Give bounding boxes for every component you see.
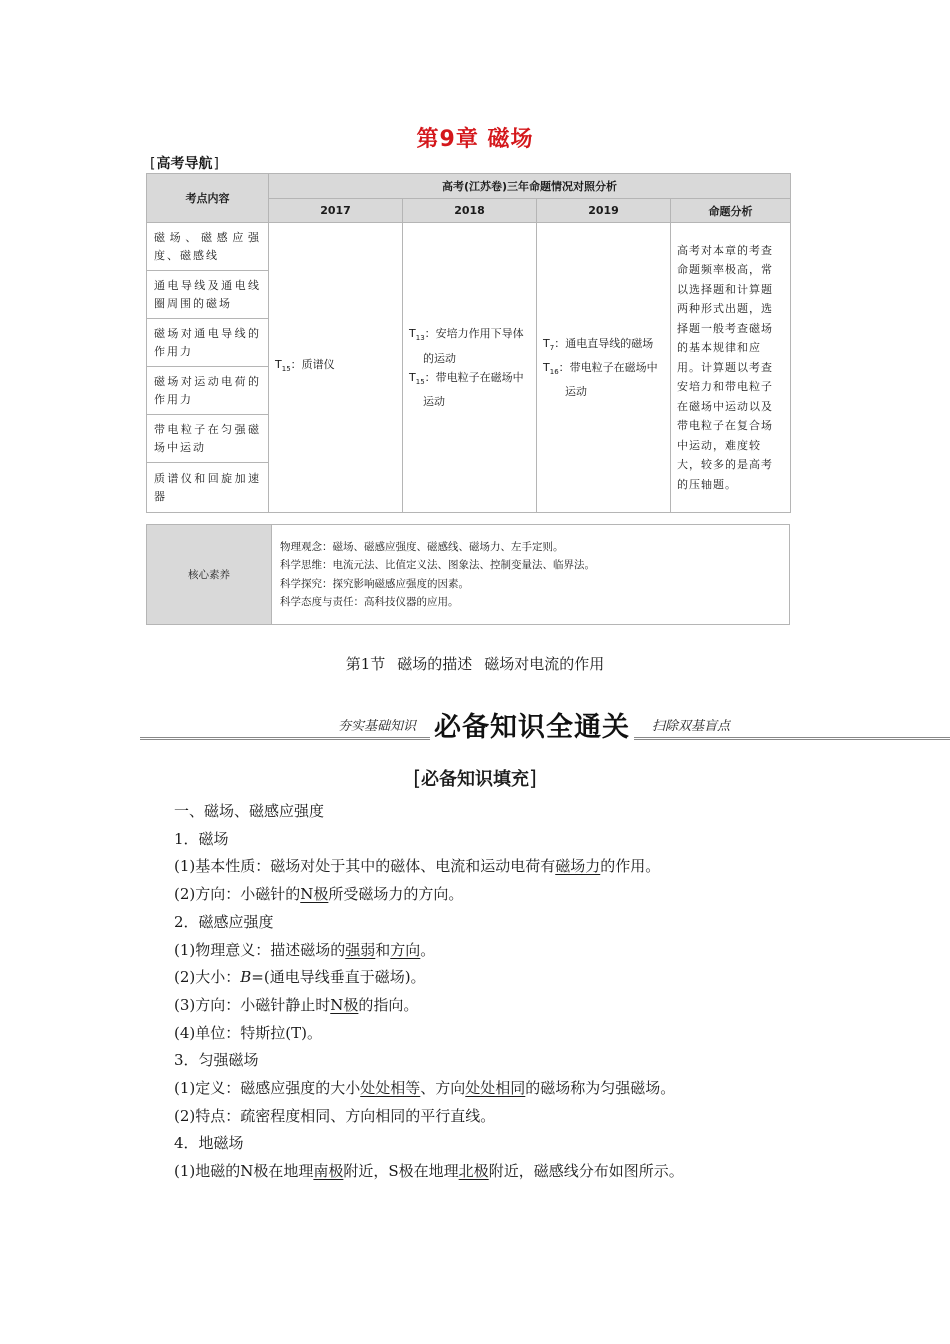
core-item: 科学探究：探究影响磁感应强度的因素。 [280, 577, 469, 590]
knowledge-content [174, 798, 874, 1186]
year-header: 2018 [403, 199, 537, 223]
fill-section-title: [必备知识填充] [413, 766, 537, 790]
knowledge-banner [140, 703, 950, 747]
core-literacy-table [146, 524, 790, 625]
subheading: 3．匀强磁场 [174, 1051, 259, 1070]
blank-answer: 处处相等 [360, 1079, 421, 1098]
paragraph: (4)单位：特斯拉(T)。 [174, 1023, 322, 1042]
section-title: 第1节 磁场的描述 磁场对电流的作用 [345, 655, 605, 673]
col-topic-header: 考点内容 [147, 174, 269, 223]
year-2017-cell [269, 223, 403, 513]
paragraph: (2)方向：小磁针的N极所受磁场力的方向。 [174, 885, 464, 904]
exam-item: $T_{15}$：带电粒子在磁场中运动 [409, 370, 524, 408]
blank-answer: 强弱 [345, 940, 376, 959]
topic-cell: 质谱仪和回旋加速器 [147, 463, 269, 513]
year-2018-cell [403, 223, 537, 513]
topic-cell: 磁场对运动电荷的作用力 [147, 367, 269, 415]
exam-item: $T_{13}$：安培力作用下导体的运动 [409, 327, 524, 365]
paragraph: (1)地磁的N极在地理南极附近，S极在地理北极附近，磁感线分布如图所示。 [174, 1162, 684, 1181]
blank-answer: 磁场力 [555, 857, 601, 876]
nav-label: [ 高考导航 ] [146, 155, 223, 173]
core-label: 核心素养 [147, 525, 272, 625]
analysis-header: 命题分析 [671, 199, 791, 223]
topic-cell: 磁场对通电导线的作用力 [147, 319, 269, 367]
blank-answer: 方向 [390, 940, 421, 959]
topic-cell: 带电粒子在匀强磁场中运动 [147, 415, 269, 463]
banner-left-text: 夯实基础知识 [338, 719, 417, 734]
paragraph: (1)定义：磁感应强度的大小处处相等、方向处处相同的磁场称为匀强磁场。 [174, 1079, 676, 1098]
topic-cell: 磁场、磁感应强度、磁感线 [147, 223, 269, 271]
paragraph: (1)物理意义：描述磁场的强弱和方向。 [174, 940, 436, 959]
year-header: 2017 [269, 199, 403, 223]
blank-answer: N极 [300, 885, 329, 904]
year-header: 2019 [537, 199, 671, 223]
core-item: 科学思维：电流元法、比值定义法、图象法、控制变量法、临界法。 [280, 559, 595, 571]
group-header: 高考(江苏卷)三年命题情况对照分析 [269, 174, 791, 199]
blank-answer: 南极 [313, 1162, 344, 1181]
year-2019-cell [537, 223, 671, 513]
paragraph: (1)基本性质：磁场对处于其中的磁体、电流和运动电荷有磁场力的作用。 [174, 857, 661, 876]
paragraph: (2)大小：B=(通电导线垂直于磁场)。 [174, 968, 426, 987]
exam-item: $T_{16}$：带电粒子在磁场中运动 [543, 361, 658, 399]
exam-item: $T_7$：通电直导线的磁场 [543, 336, 654, 352]
heading: 一、磁场、磁感应强度 [174, 802, 325, 820]
subheading: 1．磁场 [174, 829, 229, 848]
exam-item: $T_{15}$：质谱仪 [275, 358, 335, 374]
topic-cell: 通电导线及通电线圈周围的磁场 [147, 271, 269, 319]
banner-main-text: 必备知识全通关 [430, 705, 634, 744]
blank-answer: 处处相同 [465, 1079, 526, 1098]
banner-right-text: 扫除双基盲点 [652, 719, 731, 734]
subheading: 4．地磁场 [174, 1134, 244, 1153]
exam-analysis-table [146, 173, 791, 513]
analysis-cell: 高考对本章的考查命题频率极高，常以选择题和计算题两种形式出题，选择题一般考查磁场的基本规律和应用。计算题以考查安培力和带电粒子在磁场中运动以及带电粒子在复合场中运动，难度较大，较多的是高考的压轴题。 [671, 223, 791, 513]
blank-answer: 北极 [458, 1162, 489, 1181]
paragraph: (2)特点：疏密程度相同、方向相同的平行直线。 [174, 1106, 496, 1125]
core-item: 物理观念：磁场、磁感应强度、磁感线、磁场力、左手定则。 [280, 540, 564, 553]
paragraph: (3)方向：小磁针静止时N极的指向。 [174, 995, 419, 1014]
core-item: 科学态度与责任：高科技仪器的应用。 [280, 596, 459, 608]
blank-answer: N极 [330, 995, 359, 1014]
subheading: 2．磁感应强度 [174, 912, 274, 931]
chapter-title: 第9章 磁场 [416, 127, 534, 152]
core-items [272, 525, 790, 625]
